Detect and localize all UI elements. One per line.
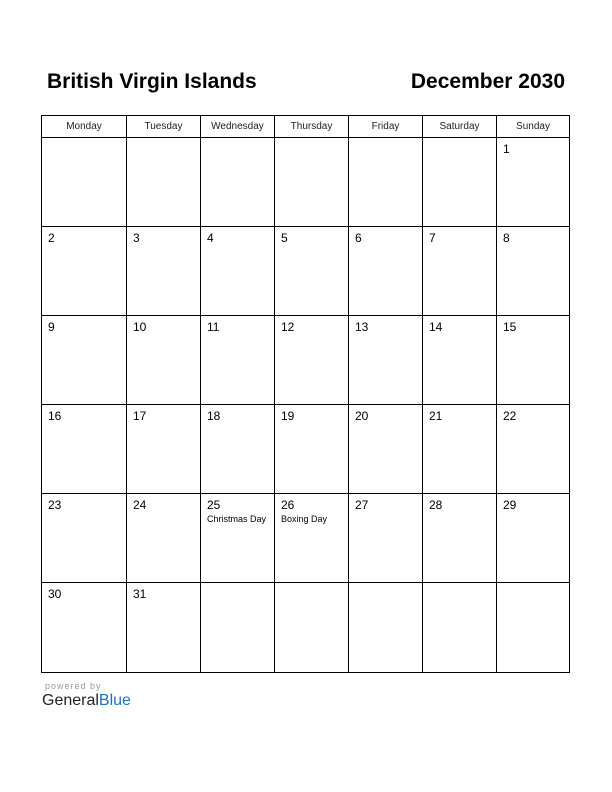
day-number: 28 <box>429 498 443 512</box>
weekday-thursday: Thursday <box>275 116 349 137</box>
month-year-title: December 2030 <box>410 70 565 93</box>
day-cell[interactable] <box>497 583 569 672</box>
day-number: 2 <box>48 231 55 245</box>
day-cell[interactable] <box>423 405 497 493</box>
day-number: 31 <box>133 587 147 601</box>
day-number: 24 <box>133 498 147 512</box>
day-cell[interactable] <box>423 227 497 315</box>
day-number: 5 <box>281 231 288 245</box>
week-row <box>42 227 569 316</box>
day-cell[interactable] <box>497 405 569 493</box>
weekday-tuesday: Tuesday <box>127 116 201 137</box>
day-number: 22 <box>503 409 517 423</box>
day-cell[interactable] <box>127 405 201 493</box>
day-cell[interactable] <box>275 405 349 493</box>
weeks-container <box>42 138 569 672</box>
day-cell[interactable] <box>127 138 201 226</box>
day-number: 9 <box>48 320 55 334</box>
week-row <box>42 494 569 583</box>
day-number: 3 <box>133 231 140 245</box>
day-number: 7 <box>429 231 436 245</box>
day-number: 17 <box>133 409 147 423</box>
day-cell[interactable] <box>42 583 127 672</box>
day-cell[interactable] <box>127 494 201 582</box>
weekday-wednesday: Wednesday <box>201 116 275 137</box>
day-cell[interactable] <box>127 316 201 404</box>
day-number: 8 <box>503 231 510 245</box>
day-number: 12 <box>281 320 295 334</box>
day-cell[interactable] <box>42 494 127 582</box>
week-row <box>42 138 569 227</box>
day-cell[interactable] <box>349 583 423 672</box>
day-cell[interactable] <box>42 227 127 315</box>
week-row <box>42 316 569 405</box>
day-cell[interactable] <box>349 138 423 226</box>
day-number: 14 <box>429 320 443 334</box>
brand-logo[interactable] <box>42 692 131 710</box>
day-number: 18 <box>207 409 221 423</box>
day-number: 29 <box>503 498 517 512</box>
day-cell[interactable] <box>275 316 349 404</box>
day-number: 26 <box>281 498 295 512</box>
day-cell[interactable] <box>201 405 275 493</box>
weekday-header-row <box>42 116 569 138</box>
weekday-friday: Friday <box>349 116 423 137</box>
day-number: 4 <box>207 231 214 245</box>
day-cell[interactable] <box>423 494 497 582</box>
country-title: British Virgin Islands <box>47 70 257 93</box>
week-row <box>42 583 569 672</box>
day-number: 13 <box>355 320 369 334</box>
day-cell[interactable] <box>423 316 497 404</box>
day-number: 30 <box>48 587 62 601</box>
day-number: 6 <box>355 231 362 245</box>
day-number: 27 <box>355 498 369 512</box>
day-cell[interactable] <box>497 494 569 582</box>
day-cell[interactable] <box>497 316 569 404</box>
day-number: 25 <box>207 498 221 512</box>
day-cell[interactable] <box>349 227 423 315</box>
day-cell[interactable] <box>423 583 497 672</box>
day-cell[interactable] <box>127 227 201 315</box>
day-number: 20 <box>355 409 369 423</box>
day-cell[interactable] <box>42 405 127 493</box>
day-cell[interactable] <box>497 138 569 226</box>
powered-by-text: powered by <box>45 681 102 691</box>
day-number: 11 <box>207 320 220 334</box>
day-number: 10 <box>133 320 147 334</box>
day-number: 15 <box>503 320 517 334</box>
brand-general-text: General <box>42 692 99 709</box>
day-cell[interactable] <box>497 227 569 315</box>
day-number: 19 <box>281 409 295 423</box>
day-cell[interactable] <box>349 494 423 582</box>
day-number: 16 <box>48 409 62 423</box>
day-number: 1 <box>503 142 510 156</box>
day-number: 21 <box>429 409 443 423</box>
weekday-monday: Monday <box>42 116 127 137</box>
day-cell[interactable] <box>275 227 349 315</box>
day-cell[interactable] <box>42 138 127 226</box>
day-cell[interactable] <box>349 405 423 493</box>
day-cell[interactable] <box>201 227 275 315</box>
day-cell[interactable] <box>275 583 349 672</box>
day-cell[interactable] <box>275 138 349 226</box>
day-cell[interactable] <box>42 316 127 404</box>
week-row <box>42 405 569 494</box>
day-cell[interactable] <box>349 316 423 404</box>
day-cell[interactable] <box>423 138 497 226</box>
day-number: 23 <box>48 498 62 512</box>
weekday-sunday: Sunday <box>516 121 550 132</box>
day-cell[interactable] <box>201 316 275 404</box>
holiday-label: Christmas Day <box>207 514 267 524</box>
day-cell[interactable] <box>201 138 275 226</box>
day-cell[interactable] <box>275 494 349 582</box>
brand-blue-text: Blue <box>98 692 131 709</box>
holiday-label: Boxing Day <box>281 514 328 524</box>
day-cell[interactable] <box>127 583 201 672</box>
footer <box>42 681 131 710</box>
weekday-saturday: Saturday <box>423 116 497 137</box>
calendar-grid <box>41 115 570 673</box>
day-cell[interactable] <box>201 494 275 582</box>
day-cell[interactable] <box>201 583 275 672</box>
